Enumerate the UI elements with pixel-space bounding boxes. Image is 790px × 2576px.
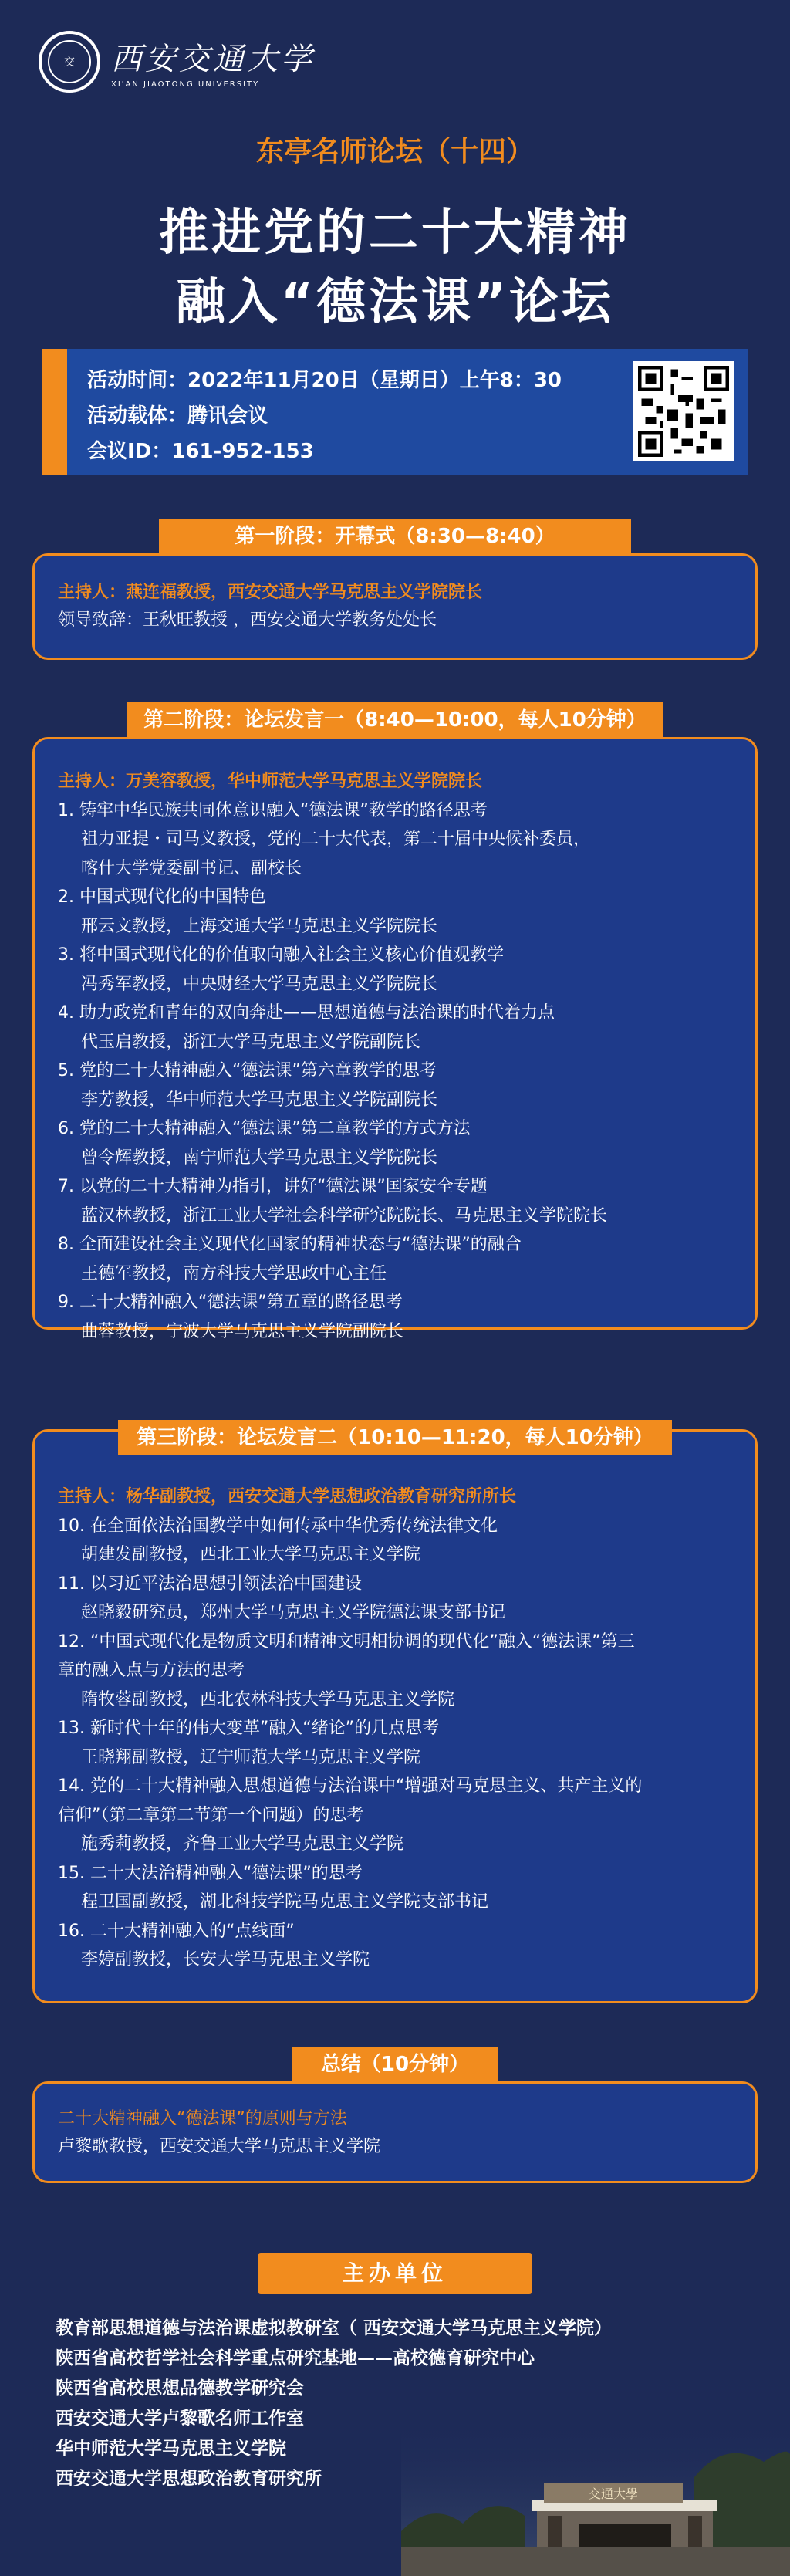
agenda-item <box>58 1859 732 1917</box>
agenda-item <box>58 1288 732 1346</box>
agenda-item <box>58 1714 732 1772</box>
agenda-item <box>58 941 732 999</box>
qr-code-icon[interactable] <box>633 361 734 461</box>
agenda-item-title: 5. 党的二十大精神融入“德法课”第六章教学的思考 <box>58 1061 437 1080</box>
stage2-box <box>32 737 758 1341</box>
agenda-item <box>58 796 732 884</box>
stage3-host: 主持人：杨华副教授，西安交通大学思想政治教育研究所所长 <box>58 1487 517 1506</box>
summary-box <box>32 2081 758 2183</box>
agenda-item-speaker: 王晓翔副教授，辽宁师范大学马克思主义学院 <box>81 1747 421 1767</box>
agenda-item-title: 11. 以习近平法治思想引领法治中国建设 <box>58 1574 362 1594</box>
sponsor-item: 陕西省高校哲学社会科学重点研究基地——高校德育研究中心 <box>56 2348 535 2368</box>
agenda-item <box>58 1917 732 1975</box>
forum-title-line2: 融入“德法课”论坛 <box>175 274 615 331</box>
gate-sign: 交通大學 <box>588 2486 639 2501</box>
agenda-item <box>58 1172 732 1230</box>
meeting-id[interactable]: 会议ID：161-952-153 <box>87 440 314 463</box>
agenda-item-title: 13. 新时代十年的伟大变革”融入“绪论”的几点思考 <box>58 1719 440 1738</box>
stage1-host: 主持人：燕连福教授，西安交通大学马克思主义学院院长 <box>58 583 483 602</box>
agenda-item-title: 14. 党的二十大精神融入思想道德与法治课中“增强对马克思主义、共产主义的 <box>58 1776 643 1796</box>
agenda-item-title: 7. 以党的二十大精神为指引，讲好“德法课”国家安全专题 <box>58 1177 488 1196</box>
sponsors-tag: 主办单位 <box>258 2253 532 2294</box>
event-time: 活动时间：2022年11月20日（星期日）上午8：30 <box>87 369 562 392</box>
campus-gate-image <box>401 2415 790 2576</box>
forum-title-line1: 推进党的二十大精神 <box>159 205 631 262</box>
agenda-item-title: 12. “中国式现代化是物质文明和精神文明相协调的现代化”融入“德法课”第三 <box>58 1631 635 1651</box>
agenda-item-title: 4. 助力政党和青年的双向奔赴——思想道德与法治课的时代着力点 <box>58 1003 555 1023</box>
agenda-item <box>58 1512 732 1570</box>
header <box>39 31 315 93</box>
university-logo <box>39 31 100 93</box>
sponsor-item: 西安交通大学思想政治教育研究所 <box>56 2469 322 2489</box>
agenda-item-title: 信仰”（第二章第二节第一个问题）的思考 <box>58 1805 364 1825</box>
agenda-item-title: 16. 二十大精神融入的“点线面” <box>58 1921 295 1941</box>
agenda-item-speaker: 代玉启教授，浙江大学马克思主义学院副院长 <box>81 1032 421 1052</box>
summary-topic: 二十大精神融入“德法课”的原则与方法 <box>58 2109 347 2128</box>
agenda-item <box>58 1114 732 1172</box>
stage3-box <box>32 1429 758 2003</box>
agenda-item-speaker: 程卫国副教授，湖北科技学院马克思主义学院支部书记 <box>81 1892 489 1912</box>
agenda-item-speaker: 胡建发副教授，西北工业大学马克思主义学院 <box>81 1545 421 1564</box>
agenda-item-title: 1. 铸牢中华民族共同体意识融入“德法课”教学的路径思考 <box>58 800 488 820</box>
event-platform: 活动载体：腾讯会议 <box>87 404 268 428</box>
agenda-item-speaker: 祖力亚提・司马义教授，党的二十大代表，第二十届中央候补委员， <box>81 830 591 849</box>
agenda-item-title: 章的融入点与方法的思考 <box>58 1661 245 1680</box>
agenda-item <box>58 1056 732 1114</box>
agenda-item-speaker: 曾令辉教授，南宁师范大学马克思主义学院院长 <box>81 1148 438 1168</box>
event-info-band <box>42 349 748 475</box>
university-name <box>111 35 315 89</box>
stage1-tag: 第一阶段：开幕式（8:30—8:40） <box>159 519 631 554</box>
stage1-line: 领导致辞：王秋旺教授 ，西安交通大学教务处处长 <box>58 610 437 630</box>
forum-subtitle: 东亭名师论坛（十四） <box>255 136 534 167</box>
agenda-item-title: 6. 党的二十大精神融入“德法课”第二章教学的方式方法 <box>58 1119 471 1138</box>
agenda-item <box>58 1230 732 1288</box>
stage2-tag: 第二阶段：论坛发言一（8:40—10:00，每人10分钟） <box>127 702 663 738</box>
university-name-cn: 西安交通大学 <box>111 42 315 77</box>
sponsor-item: 陕西省高校思想品德教学研究会 <box>56 2378 304 2399</box>
agenda-item-speaker: 冯秀军教授，中央财经大学马克思主义学院院长 <box>81 974 438 994</box>
agenda-item-speaker: 曲蓉教授，宁波大学马克思主义学院副院长 <box>81 1321 404 1341</box>
sponsor-item: 华中师范大学马克思主义学院 <box>56 2439 286 2459</box>
logo-emblem-icon: 交 <box>48 40 91 83</box>
agenda-item-title: 9. 二十大精神融入“德法课”第五章的路径思考 <box>58 1293 403 1312</box>
agenda-item-speaker: 李芳教授，华中师范大学马克思主义学院副院长 <box>81 1090 438 1110</box>
agenda-item-speaker: 赵晓毅研究员，郑州大学马克思主义学院德法课支部书记 <box>81 1603 506 1622</box>
agenda-item <box>58 1570 732 1628</box>
agenda-item-speaker: 喀什大学党委副书记、副校长 <box>81 858 302 878</box>
stage2-host: 主持人：万美容教授，华中师范大学马克思主义学院院长 <box>58 772 483 791</box>
agenda-item <box>58 1628 732 1715</box>
agenda-item <box>58 883 732 941</box>
agenda-item-title: 2. 中国式现代化的中国特色 <box>58 887 266 907</box>
agenda-item-speaker: 李婷副教授，长安大学马克思主义学院 <box>81 1950 370 1969</box>
summary-speaker: 卢黎歌教授，西安交通大学马克思主义学院 <box>58 2137 381 2156</box>
agenda-item <box>58 999 732 1056</box>
agenda-item-title: 3. 将中国式现代化的价值取向融入社会主义核心价值观教学 <box>58 945 504 965</box>
university-name-en: XI'AN JIAOTONG UNIVERSITY <box>111 80 260 89</box>
summary-tag: 总结（10分钟） <box>292 2047 498 2082</box>
agenda-item-speaker: 施秀莉教授，齐鲁工业大学马克思主义学院 <box>81 1834 404 1854</box>
agenda-item-title: 8. 全面建设社会主义现代化国家的精神状态与“德法课”的融合 <box>58 1235 522 1254</box>
agenda-item-speaker: 蓝汉林教授，浙江工业大学社会科学研究院院长、马克思主义学院院长 <box>81 1205 608 1225</box>
sponsor-item: 教育部思想道德与法治课虚拟教研室（ 西安交通大学马克思主义学院） <box>56 2318 613 2338</box>
stage3-tag: 第三阶段：论坛发言二（10:10—11:20，每人10分钟） <box>118 1420 672 1455</box>
agenda-item-title: 10. 在全面依法治国教学中如何传承中华优秀传统法律文化 <box>58 1516 498 1536</box>
sponsor-item: 西安交通大学卢黎歌名师工作室 <box>56 2409 304 2429</box>
agenda-item-speaker: 隋牧蓉副教授，西北农林科技大学马克思主义学院 <box>81 1689 455 1709</box>
agenda-item-speaker: 邢云文教授，上海交通大学马克思主义学院院长 <box>81 916 438 936</box>
agenda-item-speaker: 王德军教授，南方科技大学思政中心主任 <box>81 1263 387 1283</box>
agenda-item <box>58 1772 732 1859</box>
agenda-item-title: 15. 二十大法治精神融入“德法课”的思考 <box>58 1863 363 1883</box>
stage1-box <box>32 553 758 660</box>
